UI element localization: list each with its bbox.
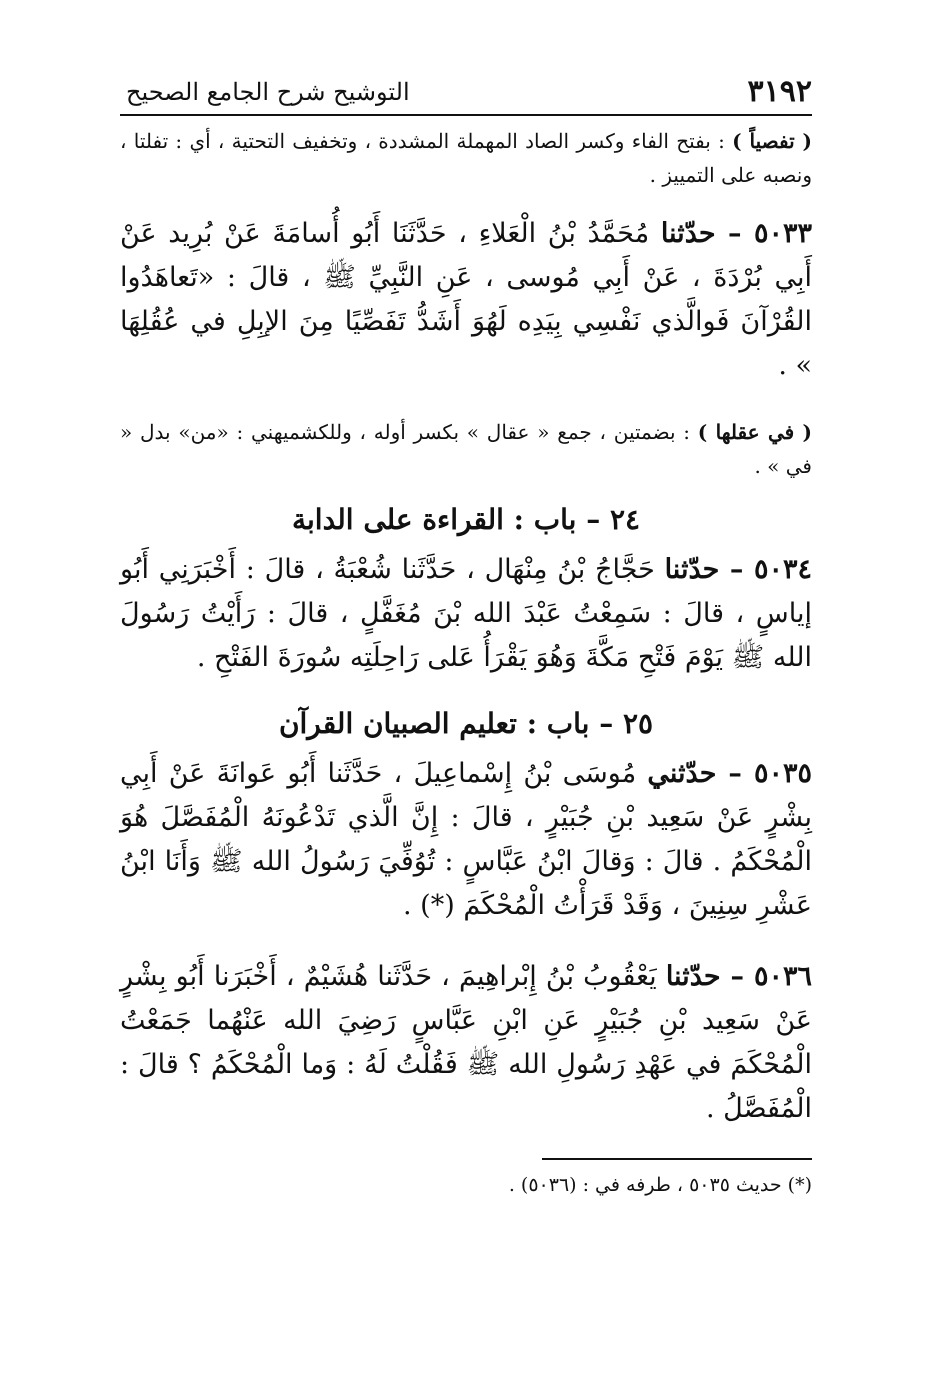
- commentary-note-tafassiyan: [120, 124, 812, 192]
- page-number: ٣١٩٢: [747, 74, 812, 109]
- hadith-text: مُوسَى بْنُ إِسْماعِيلَ ، حَدَّثَنا أَبُو عَوانَةَ عَنْ أَبِي بِشْرٍ عَنْ سَعِيد بْنِ جُبَيْرٍ ، قالَ : إِنَّ الَّذي تَدْعُونَهُ الْمُفَصَّلَ هُوَ الْمُحْكَمُ . قالَ : وَقالَ ابْنُ عَبَّاسٍ : تُوُفِّيَ رَسُولُ الله ﷺ وَأَنَا ابْنُ عَشْرِ سِنِينَ ، وَقَدْ قَرَأْتُ الْمُحْكَمَ (*) .: [120, 758, 812, 921]
- hadith-text: مُحَمَّدُ بْنُ الْعَلاءِ ، حَدَّثَنَا أَبُو أُسامَةَ عَنْ بُرِيد عَنْ أَبِي بُرْدَةَ ، عَنْ أَبِي مُوسى ، عَنِ النَّبِيِّ ﷺ ، قالَ : «تَعاهَدُوا القُرْآنَ فَوالَّذي نَفْسِي بِيَدِه لَهُوَ أَشَدُّ تَفَصِّيًا مِنَ الإبِلِ في عُقُلِهَا » .: [120, 218, 812, 381]
- hadith-number-intro: ٥٠٣٤ – حدّثنا: [664, 554, 812, 585]
- hadith-5033: [120, 212, 812, 388]
- footnote-divider: [542, 1158, 812, 1160]
- commentary-note-uqulha: [120, 415, 812, 483]
- book-page: [120, 70, 812, 1215]
- hadith-text: يَعْقُوبُ بْنُ إِبْراهِيمَ ، حَدَّثَنا هُشَيْمٌ ، أَخْبَرَنا أَبُو بِشْرٍ عَنْ سَعِيد بْنِ جُبَيْرٍ عَنِ ابْنِ عَبَّاسٍ رَضِيَ الله عَنْهُما جَمَعْتُ الْمُحْكَمَ في عَهْدِ رَسُولِ الله ﷺ فَقُلْتُ لَهُ : وَما الْمُحْكَمُ ؟ قالَ : الْمُفَصَّلُ .: [120, 961, 812, 1124]
- hadith-number-intro: ٥٠٣٣ – حدّثنا: [660, 218, 812, 249]
- hadith-5036: [120, 955, 812, 1131]
- hadith-number-intro: ٥٠٣٥ – حدّثني: [647, 758, 812, 789]
- footnote: (*) حديث ٥٠٣٥ ، طرفه في : (٥٠٣٦) .: [508, 1174, 812, 1196]
- hadith-5034: [120, 548, 812, 680]
- note-term: ( تفصياً ): [732, 129, 812, 153]
- note-term: ( في عقلها ): [697, 420, 813, 444]
- running-title: التوشيح شرح الجامع الصحيح: [126, 78, 410, 106]
- note-text: : بضمتين ، جمع « عقال » بكسر أوله ، وللكشميهني : «من» بدل « في » .: [120, 420, 812, 478]
- chapter-heading-24: ٢٤ – باب : القراءة على الدابة: [291, 503, 641, 536]
- hadith-5035: [120, 752, 812, 928]
- chapter-heading-25: ٢٥ – باب : تعليم الصبيان القرآن: [278, 707, 654, 740]
- note-text: : بفتح الفاء وكسر الصاد المهملة المشددة ، وتخفيف التحتية ، أي : تفلتا ، ونصبه على التمييز .: [120, 129, 812, 187]
- hadith-number-intro: ٥٠٣٦ – حدّثنا: [665, 961, 812, 992]
- hadith-text: حَجَّاجُ بْنُ مِنْهَال ، حَدَّثَنا شُعْبَةُ ، قالَ : أَخْبَرَنِي أَبُو إياسٍ ، قالَ : سَمِعْتُ عَبْدَ الله بْنَ مُغَفَّلٍ ، قالَ : رَأَيْتُ رَسُولَ الله ﷺ يَوْمَ فَتْحِ مَكَّةَ وَهُوَ يَقْرَأُ عَلى رَاحِلَتِه سُورَةَ الفَتْحِ .: [120, 554, 812, 673]
- page-header: [120, 70, 812, 116]
